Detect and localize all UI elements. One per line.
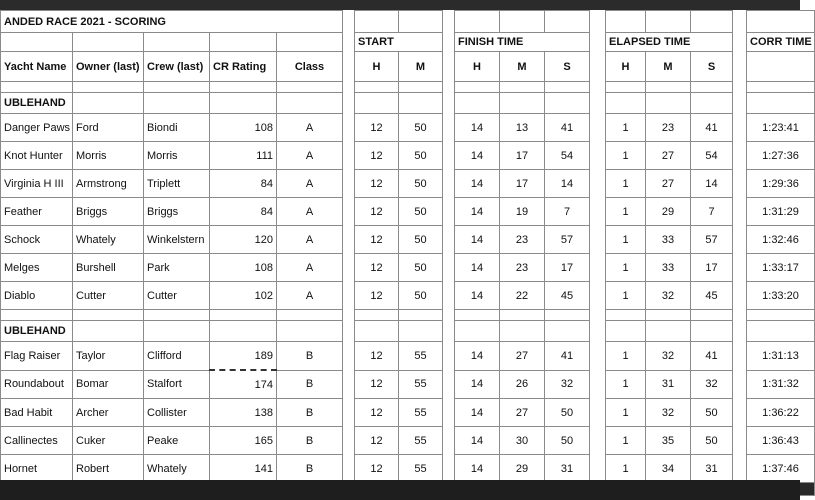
cell-cr-rating[interactable]: 120: [210, 226, 277, 254]
table-row: [1, 399, 815, 427]
cell-cr-rating[interactable]: 165: [210, 427, 277, 455]
cell-elapsed-h[interactable]: 1: [606, 427, 646, 455]
cell-cr-rating[interactable]: 108: [210, 254, 277, 282]
empty-cell[interactable]: [73, 310, 144, 321]
cell-elapsed-s[interactable]: 14: [691, 170, 733, 198]
cell-finish-h[interactable]: 14: [455, 254, 500, 282]
header-finish-s[interactable]: S: [545, 52, 590, 82]
cell-elapsed-h[interactable]: 1: [606, 198, 646, 226]
cell-finish-h[interactable]: 14: [455, 370, 500, 399]
cell-corr-time[interactable]: 1:37:46: [747, 455, 815, 483]
cell-finish-h[interactable]: 14: [455, 114, 500, 142]
cell-start-h[interactable]: 12: [355, 254, 399, 282]
cell-elapsed-m[interactable]: 33: [646, 254, 691, 282]
cell-finish-m[interactable]: 29: [500, 455, 545, 483]
cell-crew[interactable]: Park: [144, 254, 210, 282]
cell-yacht-name[interactable]: Bad Habit: [1, 399, 73, 427]
empty-cell[interactable]: [144, 321, 210, 342]
empty-cell[interactable]: [747, 321, 815, 342]
empty-cell[interactable]: [455, 93, 500, 114]
cell-yacht-name[interactable]: Callinectes: [1, 427, 73, 455]
cell-class[interactable]: A: [277, 282, 343, 310]
cell-finish-s[interactable]: 14: [545, 170, 590, 198]
cell-finish-s[interactable]: 57: [545, 226, 590, 254]
cell-owner[interactable]: Burshell: [73, 254, 144, 282]
section-label[interactable]: UBLEHAND: [1, 321, 73, 342]
cell-finish-h[interactable]: 14: [455, 226, 500, 254]
empty-cell[interactable]: [691, 310, 733, 321]
empty-cell[interactable]: [1, 310, 73, 321]
cell-start-h[interactable]: 12: [355, 455, 399, 483]
cell-finish-h[interactable]: 14: [455, 455, 500, 483]
cell-elapsed-s[interactable]: 54: [691, 142, 733, 170]
cell-finish-m[interactable]: 19: [500, 198, 545, 226]
cell-elapsed-s[interactable]: 7: [691, 198, 733, 226]
cell-finish-h[interactable]: 14: [455, 427, 500, 455]
cell-elapsed-s[interactable]: 41: [691, 114, 733, 142]
cell-start-m[interactable]: 55: [399, 399, 443, 427]
header-crew[interactable]: Crew (last): [144, 52, 210, 82]
cell-owner[interactable]: Cuker: [73, 427, 144, 455]
cell-yacht-name[interactable]: Danger Paws: [1, 114, 73, 142]
cell-yacht-name[interactable]: Hornet: [1, 455, 73, 483]
cell-start-m[interactable]: 50: [399, 198, 443, 226]
cell-start-m[interactable]: 50: [399, 226, 443, 254]
cell-start-m[interactable]: 55: [399, 427, 443, 455]
cell-yacht-name[interactable]: Knot Hunter: [1, 142, 73, 170]
cell-corr-time[interactable]: 1:31:32: [747, 370, 815, 399]
cell-owner[interactable]: Taylor: [73, 342, 144, 371]
cell-elapsed-m[interactable]: 27: [646, 170, 691, 198]
cell-start-m[interactable]: 50: [399, 254, 443, 282]
empty-cell[interactable]: [606, 310, 646, 321]
header-corr-blank[interactable]: [747, 52, 815, 82]
header-cr-rating[interactable]: CR Rating: [210, 52, 277, 82]
empty-cell[interactable]: [277, 93, 343, 114]
empty-cell[interactable]: [606, 93, 646, 114]
header-elapsed-h[interactable]: H: [606, 52, 646, 82]
empty-cell[interactable]: [355, 310, 399, 321]
cell-elapsed-s[interactable]: 41: [691, 342, 733, 371]
cell-cr-rating[interactable]: 102: [210, 282, 277, 310]
header-finish-m[interactable]: M: [500, 52, 545, 82]
cell-start-h[interactable]: 12: [355, 198, 399, 226]
cell-finish-h[interactable]: 14: [455, 399, 500, 427]
empty-cell[interactable]: [646, 93, 691, 114]
cell-yacht-name[interactable]: Melges: [1, 254, 73, 282]
cell-start-m[interactable]: 50: [399, 142, 443, 170]
empty-cell[interactable]: [455, 310, 500, 321]
cell-class[interactable]: A: [277, 142, 343, 170]
cell-finish-s[interactable]: 45: [545, 282, 590, 310]
cell-crew[interactable]: Briggs: [144, 198, 210, 226]
empty-cell[interactable]: [747, 310, 815, 321]
cell-finish-s[interactable]: 41: [545, 114, 590, 142]
cell-corr-time[interactable]: 1:29:36: [747, 170, 815, 198]
cell-corr-time[interactable]: 1:32:46: [747, 226, 815, 254]
table-row: [1, 455, 815, 483]
empty-cell[interactable]: [500, 310, 545, 321]
header-finish-h[interactable]: H: [455, 52, 500, 82]
cell-corr-time[interactable]: 1:36:22: [747, 399, 815, 427]
cell-elapsed-h[interactable]: 1: [606, 254, 646, 282]
cell-finish-h[interactable]: 14: [455, 170, 500, 198]
cell-elapsed-m[interactable]: 27: [646, 142, 691, 170]
cell-finish-m[interactable]: 26: [500, 370, 545, 399]
cell-class[interactable]: A: [277, 198, 343, 226]
cell-elapsed-h[interactable]: 1: [606, 226, 646, 254]
cell-start-m[interactable]: 55: [399, 342, 443, 371]
cell-class[interactable]: B: [277, 455, 343, 483]
cell-finish-m[interactable]: 22: [500, 282, 545, 310]
cell-corr-time[interactable]: 1:33:20: [747, 282, 815, 310]
cell-elapsed-m[interactable]: 23: [646, 114, 691, 142]
cell-finish-s[interactable]: 32: [545, 370, 590, 399]
cell-start-m[interactable]: 55: [399, 370, 443, 399]
cell-start-h[interactable]: 12: [355, 226, 399, 254]
cell-elapsed-h[interactable]: 1: [606, 114, 646, 142]
start-group-header[interactable]: START: [355, 33, 443, 52]
empty-cell[interactable]: [747, 93, 815, 114]
table-row: [1, 342, 815, 371]
cell-corr-time[interactable]: 1:31:13: [747, 342, 815, 371]
cell-owner[interactable]: Briggs: [73, 198, 144, 226]
cell-owner[interactable]: Archer: [73, 399, 144, 427]
empty-cell[interactable]: [355, 321, 399, 342]
empty-cell[interactable]: [210, 310, 277, 321]
table-row: [1, 226, 815, 254]
corr-group-header[interactable]: CORR TIME: [747, 33, 815, 52]
empty-cell[interactable]: [277, 321, 343, 342]
cell-class[interactable]: A: [277, 170, 343, 198]
cell-corr-time[interactable]: 1:33:17: [747, 254, 815, 282]
cell-finish-m[interactable]: 30: [500, 427, 545, 455]
empty-cell[interactable]: [399, 93, 443, 114]
cell-owner[interactable]: Armstrong: [73, 170, 144, 198]
cell-owner[interactable]: Morris: [73, 142, 144, 170]
cell-cr-rating[interactable]: 141: [210, 455, 277, 483]
cell-crew[interactable]: Whately: [144, 455, 210, 483]
cell-corr-time[interactable]: 1:23:41: [747, 114, 815, 142]
cell-crew[interactable]: Morris: [144, 142, 210, 170]
cell-start-h[interactable]: 12: [355, 114, 399, 142]
cell-owner[interactable]: Bomar: [73, 370, 144, 399]
cell-elapsed-s[interactable]: 50: [691, 399, 733, 427]
cell-finish-m[interactable]: 23: [500, 226, 545, 254]
cell-start-h[interactable]: 12: [355, 427, 399, 455]
cell-class[interactable]: B: [277, 427, 343, 455]
cell-finish-s[interactable]: 54: [545, 142, 590, 170]
table-row: [1, 114, 815, 142]
cell-finish-s[interactable]: 31: [545, 455, 590, 483]
cell-elapsed-m[interactable]: 32: [646, 399, 691, 427]
cell-yacht-name[interactable]: Feather: [1, 198, 73, 226]
window-top-bar: [0, 0, 800, 10]
table-row: [1, 370, 815, 399]
empty-cell[interactable]: [277, 310, 343, 321]
cell-elapsed-s[interactable]: 50: [691, 427, 733, 455]
cell-finish-m[interactable]: 27: [500, 399, 545, 427]
empty-cell[interactable]: [210, 321, 277, 342]
cell-finish-m[interactable]: 27: [500, 342, 545, 371]
cell-cr-rating[interactable]: 138: [210, 399, 277, 427]
empty-cell[interactable]: [545, 321, 590, 342]
cell-class[interactable]: B: [277, 342, 343, 371]
cell-start-h[interactable]: 12: [355, 282, 399, 310]
cell-finish-m[interactable]: 17: [500, 170, 545, 198]
cell-start-h[interactable]: 12: [355, 170, 399, 198]
cell-elapsed-m[interactable]: 29: [646, 198, 691, 226]
cell-finish-h[interactable]: 14: [455, 142, 500, 170]
cell-start-m[interactable]: 55: [399, 455, 443, 483]
cell-finish-h[interactable]: 14: [455, 198, 500, 226]
cell-finish-m[interactable]: 13: [500, 114, 545, 142]
cell-crew[interactable]: Cutter: [144, 282, 210, 310]
cell-owner[interactable]: Whately: [73, 226, 144, 254]
empty-cell[interactable]: [144, 93, 210, 114]
cell-elapsed-s[interactable]: 31: [691, 455, 733, 483]
cell-crew[interactable]: Biondi: [144, 114, 210, 142]
header-owner[interactable]: Owner (last): [73, 52, 144, 82]
table-row: [1, 282, 815, 310]
header-elapsed-m[interactable]: M: [646, 52, 691, 82]
cell-finish-m[interactable]: 17: [500, 142, 545, 170]
cell-class[interactable]: B: [277, 399, 343, 427]
cell-elapsed-h[interactable]: 1: [606, 455, 646, 483]
cell-finish-h[interactable]: 14: [455, 342, 500, 371]
cell-cr-rating[interactable]: 108: [210, 114, 277, 142]
empty-cell[interactable]: [545, 310, 590, 321]
cell-crew[interactable]: Clifford: [144, 342, 210, 371]
cell-elapsed-m[interactable]: 34: [646, 455, 691, 483]
empty-cell[interactable]: [606, 321, 646, 342]
header-elapsed-s[interactable]: S: [691, 52, 733, 82]
cell-corr-time[interactable]: 1:36:43: [747, 427, 815, 455]
cell-class[interactable]: A: [277, 114, 343, 142]
empty-cell[interactable]: [500, 321, 545, 342]
sheet-title[interactable]: ANDED RACE 2021 - SCORING: [1, 11, 343, 33]
empty-cell[interactable]: [355, 93, 399, 114]
table-row: [1, 198, 815, 226]
cell-yacht-name[interactable]: Schock: [1, 226, 73, 254]
cell-yacht-name[interactable]: Virginia H III: [1, 170, 73, 198]
cell-elapsed-h[interactable]: 1: [606, 282, 646, 310]
empty-cell[interactable]: [210, 93, 277, 114]
header-start-m[interactable]: M: [399, 52, 443, 82]
elapsed-group-header[interactable]: ELAPSED TIME: [606, 33, 733, 52]
cell-crew[interactable]: Peake: [144, 427, 210, 455]
cell-finish-m[interactable]: 23: [500, 254, 545, 282]
cell-elapsed-s[interactable]: 17: [691, 254, 733, 282]
cell-elapsed-m[interactable]: 33: [646, 226, 691, 254]
cell-corr-time[interactable]: 1:27:36: [747, 142, 815, 170]
section-label[interactable]: UBLEHAND: [1, 93, 73, 114]
cell-class[interactable]: B: [277, 370, 343, 399]
cell-elapsed-h[interactable]: 1: [606, 342, 646, 371]
cell-owner[interactable]: Robert: [73, 455, 144, 483]
cell-yacht-name[interactable]: Diablo: [1, 282, 73, 310]
empty-cell[interactable]: [399, 310, 443, 321]
cell-finish-s[interactable]: 41: [545, 342, 590, 371]
cell-start-m[interactable]: 50: [399, 170, 443, 198]
cell-finish-s[interactable]: 7: [545, 198, 590, 226]
finish-group-header[interactable]: FINISH TIME: [455, 33, 590, 52]
cell-finish-s[interactable]: 50: [545, 427, 590, 455]
cell-yacht-name[interactable]: Flag Raiser: [1, 342, 73, 371]
empty-cell[interactable]: [545, 93, 590, 114]
header-start-h[interactable]: H: [355, 52, 399, 82]
cell-crew[interactable]: Stalfort: [144, 370, 210, 399]
table-row: [1, 142, 815, 170]
table-row: [1, 170, 815, 198]
scoring-sheet: [0, 10, 815, 496]
cell-crew[interactable]: Winkelstern: [144, 226, 210, 254]
cell-elapsed-h[interactable]: 1: [606, 142, 646, 170]
cell-finish-s[interactable]: 17: [545, 254, 590, 282]
table-row: [1, 427, 815, 455]
cell-cr-rating[interactable]: 189: [210, 342, 277, 371]
header-yacht-name[interactable]: Yacht Name: [1, 52, 73, 82]
cell-elapsed-h[interactable]: 1: [606, 370, 646, 399]
cell-start-h[interactable]: 12: [355, 370, 399, 399]
empty-cell[interactable]: [500, 93, 545, 114]
empty-cell[interactable]: [646, 310, 691, 321]
cell-cr-rating[interactable]: 111: [210, 142, 277, 170]
cell-crew[interactable]: Collister: [144, 399, 210, 427]
cell-start-h[interactable]: 12: [355, 142, 399, 170]
cell-owner[interactable]: Ford: [73, 114, 144, 142]
cell-elapsed-m[interactable]: 31: [646, 370, 691, 399]
cell-elapsed-h[interactable]: 1: [606, 399, 646, 427]
cell-elapsed-s[interactable]: 57: [691, 226, 733, 254]
empty-cell[interactable]: [691, 93, 733, 114]
empty-cell[interactable]: [455, 321, 500, 342]
cell-start-h[interactable]: 12: [355, 342, 399, 371]
window-bottom-bar: [0, 480, 800, 500]
cell-elapsed-m[interactable]: 32: [646, 342, 691, 371]
empty-cell[interactable]: [73, 321, 144, 342]
cell-yacht-name[interactable]: Roundabout: [1, 370, 73, 399]
empty-cell[interactable]: [144, 310, 210, 321]
cell-corr-time[interactable]: 1:31:29: [747, 198, 815, 226]
cell-elapsed-h[interactable]: 1: [606, 170, 646, 198]
cell-start-m[interactable]: 50: [399, 114, 443, 142]
cell-elapsed-m[interactable]: 32: [646, 282, 691, 310]
cell-finish-s[interactable]: 50: [545, 399, 590, 427]
empty-cell[interactable]: [73, 93, 144, 114]
table-row: [1, 254, 815, 282]
cell-start-h[interactable]: 12: [355, 399, 399, 427]
empty-cell[interactable]: [691, 321, 733, 342]
cell-cr-rating[interactable]: 84: [210, 170, 277, 198]
cell-class[interactable]: A: [277, 226, 343, 254]
cell-finish-h[interactable]: 14: [455, 282, 500, 310]
cell-cr-rating[interactable]: 174: [210, 370, 277, 399]
cell-class[interactable]: A: [277, 254, 343, 282]
header-class[interactable]: Class: [277, 52, 343, 82]
cell-elapsed-m[interactable]: 35: [646, 427, 691, 455]
cell-cr-rating[interactable]: 84: [210, 198, 277, 226]
cell-start-m[interactable]: 50: [399, 282, 443, 310]
empty-cell[interactable]: [399, 321, 443, 342]
cell-owner[interactable]: Cutter: [73, 282, 144, 310]
cell-crew[interactable]: Triplett: [144, 170, 210, 198]
cell-elapsed-s[interactable]: 32: [691, 370, 733, 399]
cell-elapsed-s[interactable]: 45: [691, 282, 733, 310]
empty-cell[interactable]: [646, 321, 691, 342]
